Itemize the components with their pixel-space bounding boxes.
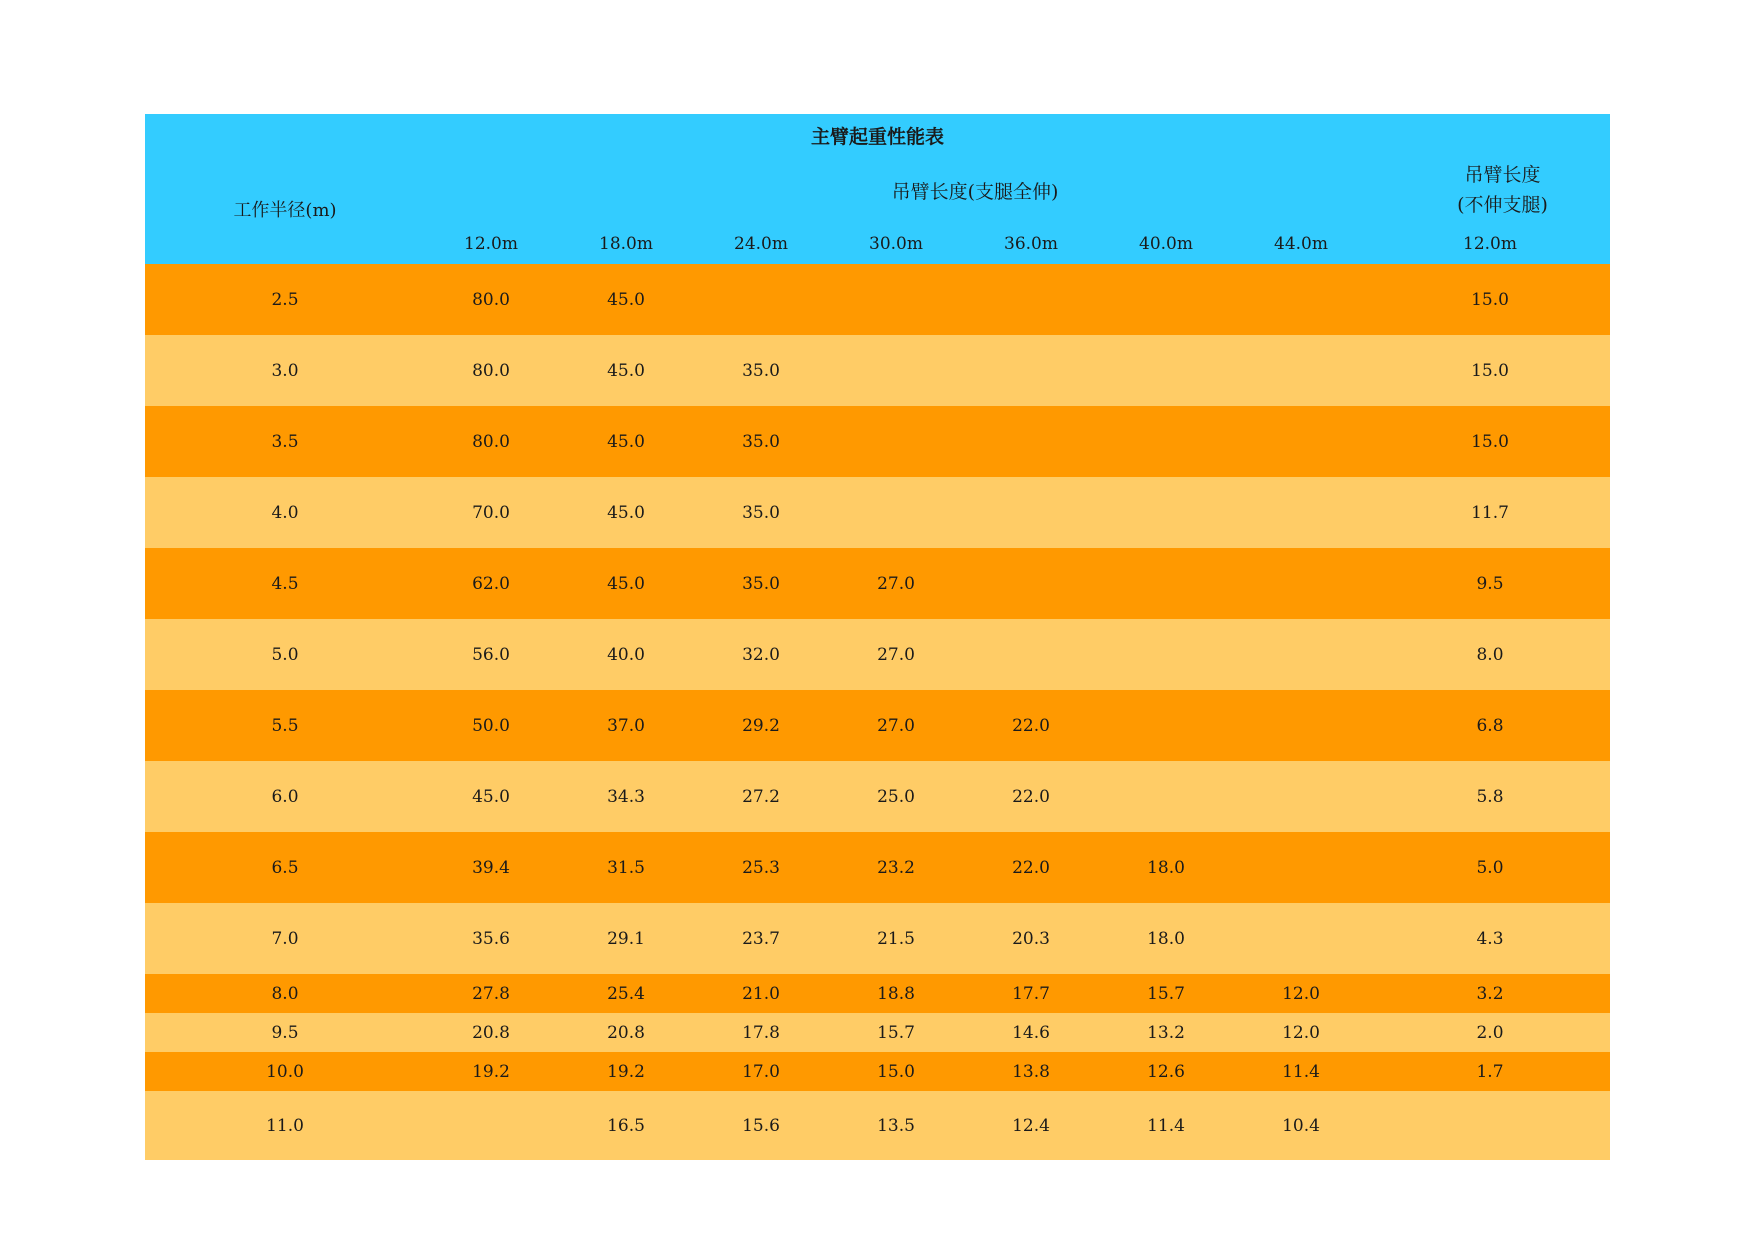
table-row [145, 477, 1610, 548]
capacity-cell: 18.0 [1147, 928, 1185, 949]
capacity-cell [1111, 477, 1221, 548]
radius-cell: 9.5 [271, 1022, 299, 1043]
capacity-cell: 1.7 [1476, 1061, 1504, 1082]
capacity-cell: 45.0 [607, 289, 645, 310]
capacity-cell [976, 477, 1086, 548]
capacity-cell: 17.7 [1012, 983, 1050, 1004]
radius-cell: 3.0 [271, 360, 299, 381]
radius-cell: 4.5 [271, 573, 299, 594]
capacity-cell: 12.0 [1282, 1022, 1320, 1043]
capacity-cell: 15.0 [1471, 431, 1509, 452]
column-header-1: 18.0m [599, 234, 653, 254]
column-header-6: 44.0m [1274, 234, 1328, 254]
capacity-cell: 22.0 [1012, 786, 1050, 807]
table-header [145, 114, 1610, 264]
radius-cell: 10.0 [266, 1061, 304, 1082]
column-header-5: 40.0m [1139, 234, 1193, 254]
capacity-cell: 35.0 [742, 360, 780, 381]
radius-cell: 8.0 [271, 983, 299, 1004]
capacity-cell: 17.8 [742, 1022, 780, 1043]
capacity-cell: 15.7 [1147, 983, 1185, 1004]
capacity-cell: 34.3 [607, 786, 645, 807]
capacity-cell: 6.8 [1476, 715, 1504, 736]
column-header-4: 36.0m [1004, 234, 1058, 254]
capacity-cell [1111, 619, 1221, 690]
capacity-cell [1111, 690, 1221, 761]
capacity-cell: 15.6 [742, 1115, 780, 1136]
capacity-cell: 13.5 [877, 1115, 915, 1136]
capacity-cell: 3.2 [1476, 983, 1504, 1004]
capacity-cell: 19.2 [607, 1061, 645, 1082]
table-row [145, 903, 1610, 974]
capacity-cell: 21.0 [742, 983, 780, 1004]
table-row [145, 619, 1610, 690]
capacity-table [145, 114, 1610, 1160]
capacity-cell: 27.0 [877, 644, 915, 665]
capacity-cell [976, 406, 1086, 477]
capacity-cell [1246, 903, 1356, 974]
capacity-cell [1111, 761, 1221, 832]
capacity-cell: 15.0 [1471, 360, 1509, 381]
capacity-cell [1246, 690, 1356, 761]
table-row [145, 1091, 1610, 1160]
table-row [145, 406, 1610, 477]
column-header-0: 12.0m [464, 234, 518, 254]
capacity-cell [1111, 548, 1221, 619]
capacity-cell: 15.0 [877, 1061, 915, 1082]
capacity-cell: 31.5 [607, 857, 645, 878]
capacity-cell: 19.2 [472, 1061, 510, 1082]
table-row [145, 548, 1610, 619]
capacity-cell [841, 477, 951, 548]
capacity-cell [1246, 335, 1356, 406]
capacity-cell: 70.0 [472, 502, 510, 523]
capacity-cell: 20.8 [607, 1022, 645, 1043]
capacity-cell: 25.0 [877, 786, 915, 807]
capacity-cell: 8.0 [1476, 644, 1504, 665]
capacity-cell: 50.0 [472, 715, 510, 736]
capacity-cell: 11.4 [1282, 1061, 1320, 1082]
capacity-cell: 35.0 [742, 502, 780, 523]
capacity-cell [1111, 335, 1221, 406]
capacity-cell: 2.0 [1476, 1022, 1504, 1043]
table-title: 主臂起重性能表 [810, 126, 944, 148]
capacity-cell: 11.4 [1147, 1115, 1185, 1136]
capacity-cell: 45.0 [607, 502, 645, 523]
capacity-cell: 16.5 [607, 1115, 645, 1136]
boom-length-full-outrigger-header: 吊臂长度(支腿全伸) [891, 181, 1059, 203]
capacity-cell: 12.4 [1012, 1115, 1050, 1136]
capacity-cell [841, 264, 951, 335]
capacity-cell: 27.0 [877, 715, 915, 736]
capacity-cell: 25.3 [742, 857, 780, 878]
capacity-cell: 4.3 [1476, 928, 1504, 949]
column-header-7: 12.0m [1463, 234, 1517, 254]
capacity-cell: 22.0 [1012, 857, 1050, 878]
boom-length-no-outrigger-line2: (不伸支腿) [1457, 194, 1548, 216]
capacity-cell: 12.0 [1282, 983, 1320, 1004]
radius-cell: 5.0 [271, 644, 299, 665]
radius-cell: 7.0 [271, 928, 299, 949]
capacity-cell [1246, 406, 1356, 477]
capacity-cell: 17.0 [742, 1061, 780, 1082]
table-row [145, 335, 1610, 406]
capacity-cell [976, 335, 1086, 406]
capacity-cell: 23.2 [877, 857, 915, 878]
capacity-cell: 35.0 [742, 431, 780, 452]
capacity-cell: 27.8 [472, 983, 510, 1004]
capacity-cell [976, 548, 1086, 619]
capacity-cell: 10.4 [1282, 1115, 1320, 1136]
capacity-cell [1111, 264, 1221, 335]
radius-cell: 4.0 [271, 502, 299, 523]
capacity-cell [841, 406, 951, 477]
capacity-cell: 11.7 [1471, 502, 1509, 523]
capacity-cell: 39.4 [472, 857, 510, 878]
capacity-cell: 45.0 [607, 431, 645, 452]
capacity-cell: 20.3 [1012, 928, 1050, 949]
capacity-cell: 35.0 [742, 573, 780, 594]
capacity-cell: 25.4 [607, 983, 645, 1004]
capacity-cell [1246, 548, 1356, 619]
capacity-cell: 29.2 [742, 715, 780, 736]
capacity-cell [1246, 264, 1356, 335]
capacity-cell: 32.0 [742, 644, 780, 665]
capacity-cell [976, 619, 1086, 690]
capacity-cell [1246, 477, 1356, 548]
capacity-cell: 13.2 [1147, 1022, 1185, 1043]
radius-cell: 6.0 [271, 786, 299, 807]
capacity-cell: 40.0 [607, 644, 645, 665]
radius-cell: 3.5 [271, 431, 299, 452]
boom-length-no-outrigger-line1: 吊臂长度 [1464, 164, 1541, 186]
capacity-cell: 18.8 [877, 983, 915, 1004]
capacity-cell: 35.6 [472, 928, 510, 949]
capacity-cell [436, 1091, 546, 1160]
capacity-cell [1435, 1091, 1545, 1160]
capacity-cell: 45.0 [607, 360, 645, 381]
capacity-cell: 20.8 [472, 1022, 510, 1043]
capacity-cell: 22.0 [1012, 715, 1050, 736]
column-header-3: 30.0m [869, 234, 923, 254]
capacity-cell: 9.5 [1476, 573, 1504, 594]
table-row [145, 264, 1610, 335]
capacity-cell: 45.0 [607, 573, 645, 594]
radius-cell: 11.0 [266, 1115, 304, 1136]
capacity-cell: 23.7 [742, 928, 780, 949]
capacity-cell: 21.5 [877, 928, 915, 949]
radius-cell: 6.5 [271, 857, 299, 878]
capacity-cell [841, 335, 951, 406]
capacity-cell: 62.0 [472, 573, 510, 594]
capacity-cell: 37.0 [607, 715, 645, 736]
capacity-cell: 13.8 [1012, 1061, 1050, 1082]
capacity-cell: 5.0 [1476, 857, 1504, 878]
table-row [145, 1052, 1610, 1091]
capacity-cell [706, 264, 816, 335]
table-row [145, 832, 1610, 903]
capacity-cell: 29.1 [607, 928, 645, 949]
table-row [145, 690, 1610, 761]
table-row [145, 974, 1610, 1013]
column-header-2: 24.0m [734, 234, 788, 254]
capacity-cell: 80.0 [472, 431, 510, 452]
capacity-cell: 18.0 [1147, 857, 1185, 878]
capacity-cell: 12.6 [1147, 1061, 1185, 1082]
radius-cell: 5.5 [271, 715, 299, 736]
capacity-cell: 15.0 [1471, 289, 1509, 310]
capacity-cell: 27.0 [877, 573, 915, 594]
radius-column-header: 工作半径(m) [233, 200, 337, 221]
table-row [145, 1013, 1610, 1052]
capacity-cell [1246, 619, 1356, 690]
capacity-cell: 80.0 [472, 360, 510, 381]
radius-cell: 2.5 [271, 289, 299, 310]
capacity-cell [1111, 406, 1221, 477]
capacity-cell [976, 264, 1086, 335]
capacity-cell: 5.8 [1476, 786, 1504, 807]
capacity-cell: 15.7 [877, 1022, 915, 1043]
table-row [145, 761, 1610, 832]
boom-length-no-outrigger-header [1395, 160, 1610, 220]
capacity-cell: 27.2 [742, 786, 780, 807]
capacity-cell [1246, 832, 1356, 903]
capacity-cell: 45.0 [472, 786, 510, 807]
capacity-cell [1246, 761, 1356, 832]
capacity-cell: 14.6 [1012, 1022, 1050, 1043]
capacity-cell: 56.0 [472, 644, 510, 665]
capacity-cell: 80.0 [472, 289, 510, 310]
